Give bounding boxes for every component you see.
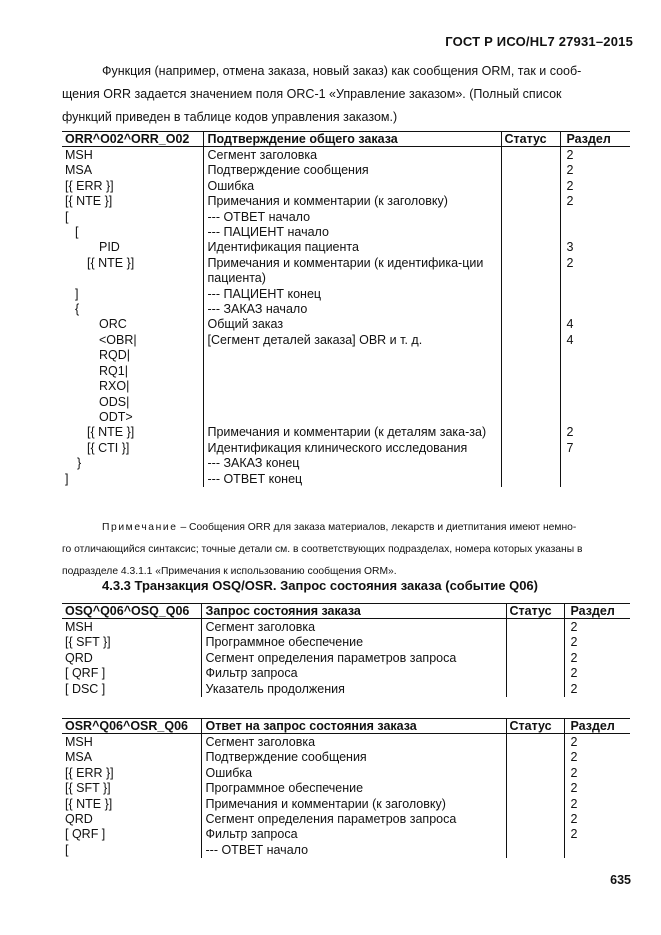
description-cell: Указатель продолжения xyxy=(201,682,506,697)
section-cell: 2 xyxy=(564,619,630,636)
note-text-1: – Сообщения ORR для заказа материалов, лекарств и диетпитания имеют немно- xyxy=(177,522,577,533)
section-cell: 4 xyxy=(560,333,630,348)
table-row xyxy=(62,781,630,796)
table-row xyxy=(62,210,630,225)
status-cell xyxy=(501,425,560,440)
description-cell xyxy=(203,364,501,379)
segment-cell: ORC xyxy=(99,317,127,332)
segment-cell: [{ NTE }] xyxy=(87,425,135,440)
description-cell: Подтверждение сообщения xyxy=(203,163,501,178)
segment-cell: MSA xyxy=(65,750,93,765)
table-row xyxy=(62,619,630,636)
status-cell xyxy=(501,441,560,456)
segment-cell: MSH xyxy=(65,735,93,749)
description-cell: --- ПАЦИЕНТ конец xyxy=(203,287,501,302)
segment-cell: [{ NTE }] xyxy=(65,796,113,811)
table-row xyxy=(62,256,630,287)
description-cell xyxy=(203,395,501,410)
section-cell: 2 xyxy=(560,147,630,164)
status-cell xyxy=(501,240,560,255)
col-header-message: ORR^O02^ORR_O02 xyxy=(62,132,203,147)
section-cell: 2 xyxy=(560,163,630,178)
description-cell: --- ПАЦИЕНТ начало xyxy=(203,225,501,240)
status-cell xyxy=(501,472,560,487)
section-cell xyxy=(560,225,630,240)
description-cell xyxy=(203,410,501,425)
section-cell xyxy=(560,410,630,425)
table-row xyxy=(62,194,630,209)
intro-line-3: функций приведен в таблице кодов управления заказом.) xyxy=(62,110,398,124)
section-cell: 2 xyxy=(560,194,630,209)
status-cell xyxy=(506,781,564,796)
segment-cell: [ QRF ] xyxy=(65,666,106,681)
status-cell xyxy=(506,797,564,812)
segment-cell: [ xyxy=(75,225,79,240)
col-header-section: Раздел xyxy=(564,719,630,734)
note-text-2: го отличающийся синтаксис; точные детали см. в соответствующих подразделах, номера которых указаны в xyxy=(62,544,583,555)
section-cell: 7 xyxy=(560,441,630,456)
description-cell: Ошибка xyxy=(203,179,501,194)
segment-cell: ODT> xyxy=(99,409,133,424)
status-cell xyxy=(501,194,560,209)
status-cell xyxy=(501,163,560,178)
status-cell xyxy=(501,179,560,194)
document-standard-header: ГОСТ Р ИСО/HL7 27931–2015 xyxy=(445,34,633,49)
status-cell xyxy=(501,410,560,425)
col-header-status: Статус xyxy=(506,604,564,619)
table-row xyxy=(62,734,630,751)
segment-cell: [{ ERR }] xyxy=(65,765,114,780)
description-cell: Идентификация клинического исследования xyxy=(203,441,501,456)
table-row xyxy=(62,456,630,471)
col-header-section: Раздел xyxy=(560,132,630,147)
table-row xyxy=(62,797,630,812)
description-cell: Сегмент определения параметров запроса xyxy=(201,812,506,827)
section-heading: 4.3.3 Транзакция OSQ/OSR. Запрос состояния заказа (событие Q06) xyxy=(102,578,538,593)
note-label: Примечание xyxy=(102,522,178,533)
status-cell xyxy=(506,635,564,650)
section-cell xyxy=(560,302,630,317)
segment-cell: ODS| xyxy=(99,394,130,409)
table-row xyxy=(62,348,630,363)
section-cell: 2 xyxy=(564,651,630,666)
description-cell: Сегмент заголовка xyxy=(201,734,506,751)
status-cell xyxy=(506,750,564,765)
description-cell: --- ОТВЕТ начало xyxy=(203,210,501,225)
segment-cell: <OBR| xyxy=(99,332,137,347)
section-cell: 2 xyxy=(564,781,630,796)
description-cell: Идентификация пациента xyxy=(203,240,501,255)
status-cell xyxy=(506,827,564,842)
section-cell xyxy=(560,472,630,487)
description-cell: Сегмент определения параметров запроса xyxy=(201,651,506,666)
col-header-section: Раздел xyxy=(564,604,630,619)
status-cell xyxy=(501,225,560,240)
status-cell xyxy=(506,682,564,697)
intro-line-2: щения ORR задается значением поля ORC-1 «Управление заказом». (Полный список xyxy=(62,87,562,101)
section-cell: 2 xyxy=(564,734,630,751)
description-cell: --- ОТВЕТ конец xyxy=(203,472,501,487)
segment-cell: [{ NTE }] xyxy=(65,194,113,209)
section-cell: 2 xyxy=(560,425,630,440)
col-header-message: OSQ^Q06^OSQ_Q06 xyxy=(62,604,201,619)
col-header-description: Запрос состояния заказа xyxy=(201,604,506,619)
section-cell xyxy=(560,348,630,363)
table-row xyxy=(62,364,630,379)
section-cell: 2 xyxy=(564,750,630,765)
table-row xyxy=(62,163,630,178)
status-cell xyxy=(506,619,564,636)
note-text-3: подразделе 4.3.1.1 «Примечания к использованию сообщения ORM». xyxy=(62,566,397,577)
table-row xyxy=(62,843,630,858)
description-cell xyxy=(203,379,501,394)
table-row xyxy=(62,302,630,317)
section-cell: 2 xyxy=(564,812,630,827)
table-row xyxy=(62,472,630,487)
segment-cell: RXO| xyxy=(99,379,130,394)
section-cell: 2 xyxy=(560,179,630,194)
description-cell: Сегмент заголовка xyxy=(203,147,501,164)
segment-cell: [{ NTE }] xyxy=(87,255,135,270)
description-cell: Примечания и комментарии (к идентифика-ции пациента) xyxy=(203,256,501,287)
description-cell: --- ЗАКАЗ начало xyxy=(203,302,501,317)
table-orr-message xyxy=(62,131,630,487)
section-cell xyxy=(560,395,630,410)
segment-cell: MSH xyxy=(65,620,93,634)
table-row xyxy=(62,240,630,255)
segment-cell: MSH xyxy=(65,148,93,162)
segment-cell: RQD| xyxy=(99,348,131,363)
col-header-status: Статус xyxy=(501,132,560,147)
section-cell xyxy=(560,287,630,302)
table-row xyxy=(62,666,630,681)
segment-cell: } xyxy=(77,456,82,471)
table-row xyxy=(62,410,630,425)
description-cell: Программное обеспечение xyxy=(201,781,506,796)
description-cell: [Сегмент деталей заказа] OBR и т. д. xyxy=(203,333,501,348)
status-cell xyxy=(501,317,560,332)
section-cell: 2 xyxy=(564,766,630,781)
table-row xyxy=(62,750,630,765)
segment-cell: [ xyxy=(65,842,69,857)
description-cell: Фильтр запроса xyxy=(201,827,506,842)
description-cell xyxy=(203,348,501,363)
table-row xyxy=(62,682,630,697)
status-cell xyxy=(501,333,560,348)
description-cell: --- ОТВЕТ начало xyxy=(201,843,506,858)
status-cell xyxy=(501,379,560,394)
description-cell: Подтверждение сообщения xyxy=(201,750,506,765)
section-cell: 2 xyxy=(564,827,630,842)
table-row xyxy=(62,333,630,348)
status-cell xyxy=(506,766,564,781)
segment-cell: [{ CTI }] xyxy=(87,440,130,455)
table-row xyxy=(62,225,630,240)
section-cell xyxy=(564,843,630,858)
segment-cell: RQ1| xyxy=(99,363,128,378)
section-cell: 2 xyxy=(564,666,630,681)
description-cell: Примечания и комментарии (к заголовку) xyxy=(203,194,501,209)
table-row xyxy=(62,651,630,666)
table-row xyxy=(62,635,630,650)
col-header-status: Статус xyxy=(506,719,564,734)
description-cell: --- ЗАКАЗ конец xyxy=(203,456,501,471)
table-row xyxy=(62,425,630,440)
description-cell: Сегмент заголовка xyxy=(201,619,506,636)
section-cell: 4 xyxy=(560,317,630,332)
status-cell xyxy=(501,256,560,287)
section-cell: 2 xyxy=(564,682,630,697)
section-cell xyxy=(560,456,630,471)
table-row xyxy=(62,766,630,781)
status-cell xyxy=(506,734,564,751)
segment-cell: [{ SFT }] xyxy=(65,635,111,650)
segment-cell: QRD xyxy=(65,650,93,665)
segment-cell: { xyxy=(75,302,80,317)
section-cell: 2 xyxy=(560,256,630,287)
status-cell xyxy=(501,210,560,225)
page-number: 635 xyxy=(610,873,631,887)
segment-cell: ] xyxy=(65,471,69,486)
status-cell xyxy=(501,147,560,164)
table-row xyxy=(62,147,630,164)
segment-cell: [{ ERR }] xyxy=(65,178,114,193)
section-cell: 2 xyxy=(564,635,630,650)
status-cell xyxy=(501,287,560,302)
section-cell xyxy=(560,364,630,379)
table-row xyxy=(62,812,630,827)
description-cell: Примечания и комментарии (к деталям зака-за) xyxy=(203,425,501,440)
segment-cell: PID xyxy=(99,240,120,255)
table-row xyxy=(62,287,630,302)
description-cell: Ошибка xyxy=(201,766,506,781)
col-header-description: Ответ на запрос состояния заказа xyxy=(201,719,506,734)
table-row xyxy=(62,317,630,332)
description-cell: Программное обеспечение xyxy=(201,635,506,650)
segment-cell: [ QRF ] xyxy=(65,827,106,842)
col-header-description: Подтверждение общего заказа xyxy=(203,132,501,147)
segment-cell: [ xyxy=(65,209,69,224)
table-row xyxy=(62,179,630,194)
status-cell xyxy=(506,812,564,827)
col-header-message: OSR^Q06^OSR_Q06 xyxy=(62,719,201,734)
status-cell xyxy=(501,348,560,363)
description-cell: Фильтр запроса xyxy=(201,666,506,681)
status-cell xyxy=(506,666,564,681)
segment-cell: [ DSC ] xyxy=(65,681,106,696)
segment-cell: QRD xyxy=(65,812,93,827)
segment-cell: MSA xyxy=(65,163,93,178)
table-row xyxy=(62,827,630,842)
status-cell xyxy=(501,364,560,379)
intro-paragraph xyxy=(62,60,630,129)
table-osr-message xyxy=(62,718,630,858)
section-cell: 2 xyxy=(564,797,630,812)
section-cell xyxy=(560,379,630,394)
section-cell xyxy=(560,210,630,225)
note-paragraph xyxy=(62,517,630,583)
intro-line-1: Функция (например, отмена заказа, новый заказ) как сообщения ORM, так и сооб- xyxy=(102,64,582,78)
description-cell: Примечания и комментарии (к заголовку) xyxy=(201,797,506,812)
section-cell: 3 xyxy=(560,240,630,255)
status-cell xyxy=(506,843,564,858)
status-cell xyxy=(506,651,564,666)
segment-cell: [{ SFT }] xyxy=(65,781,111,796)
table-row xyxy=(62,441,630,456)
table-row xyxy=(62,379,630,394)
status-cell xyxy=(501,302,560,317)
table-row xyxy=(62,395,630,410)
table-osq-message xyxy=(62,603,630,697)
status-cell xyxy=(501,456,560,471)
description-cell: Общий заказ xyxy=(203,317,501,332)
status-cell xyxy=(501,395,560,410)
segment-cell: ] xyxy=(75,286,79,301)
